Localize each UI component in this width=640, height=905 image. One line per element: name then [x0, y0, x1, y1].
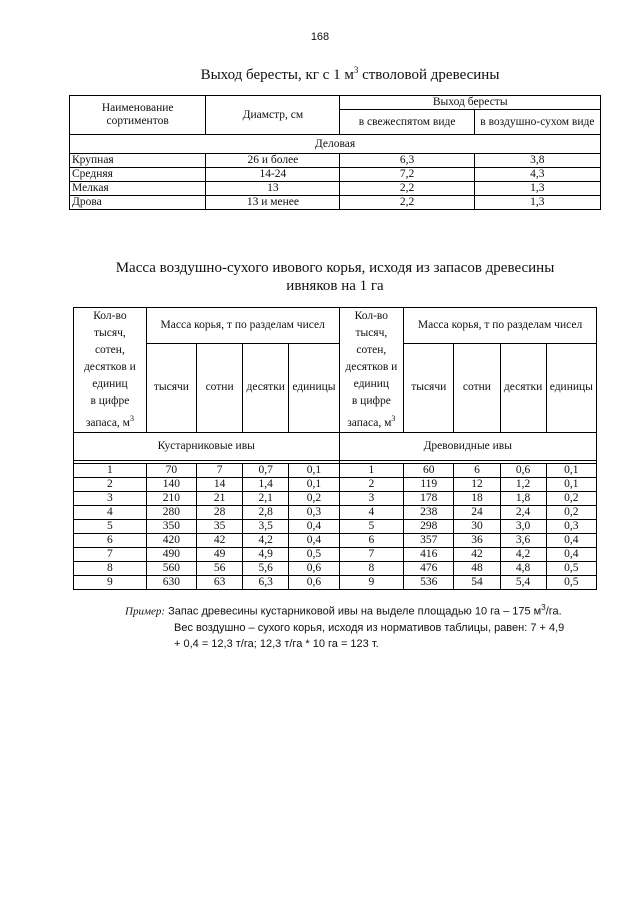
table-row	[74, 533, 597, 547]
birch-bark-yield-table	[69, 95, 601, 210]
cell-n: 4	[74, 505, 147, 519]
cell-a3: 2,8	[243, 505, 289, 519]
cell-a2: 14	[197, 477, 243, 491]
cell-m: 2	[339, 477, 404, 491]
table-row	[74, 505, 597, 519]
cell-a2: 42	[197, 533, 243, 547]
cell-a1: 490	[146, 547, 196, 561]
cell-fresh: 2,2	[340, 182, 474, 196]
cell-b2: 36	[454, 533, 500, 547]
cell-b2: 6	[454, 463, 500, 477]
willow-bark-mass-table	[73, 307, 597, 590]
cell-b2: 24	[454, 505, 500, 519]
count-label-right	[340, 308, 404, 432]
cell-n: 8	[74, 561, 147, 575]
table1-title: Выход бересты, кг с 1 $м^3$ стволовой древесины	[200, 65, 500, 83]
table-row	[74, 519, 597, 533]
cell-n: 6	[74, 533, 147, 547]
sub-hundreds-right: сотни	[454, 343, 500, 432]
cell-b2: 54	[454, 575, 500, 589]
table-row	[70, 154, 601, 168]
cell-dry: 4,3	[474, 168, 600, 182]
example-line1: Запас древесины кустарниковой ивы на выделе площадью 10 га – 175 м	[165, 605, 542, 618]
cell-a2: 28	[197, 505, 243, 519]
cell-diam: 26 и более	[206, 154, 340, 168]
cell-a1: 210	[146, 491, 196, 505]
cell-name: Дрова	[70, 196, 206, 210]
cell-a3: 5,6	[243, 561, 289, 575]
count-label-line: запаса, $м^3$	[85, 414, 134, 429]
cell-a1: 350	[146, 519, 196, 533]
cell-name: Мелкая	[70, 182, 206, 196]
sub-hundreds-left: сотни	[197, 343, 243, 432]
cell-a3: 2,1	[243, 491, 289, 505]
cell-diam: 13 и менее	[206, 196, 340, 210]
cell-a4: 0,2	[289, 491, 339, 505]
cell-a3: 6,3	[243, 575, 289, 589]
cell-b4: 0,2	[546, 491, 596, 505]
table-row	[74, 547, 597, 561]
cell-b1: 536	[404, 575, 454, 589]
cell-m: 3	[339, 491, 404, 505]
table-row	[74, 491, 597, 505]
cell-m: 9	[339, 575, 404, 589]
table-row	[74, 477, 597, 491]
cell-a2: 56	[197, 561, 243, 575]
count-label-line: Кол-во	[93, 310, 127, 322]
cell-m: 6	[339, 533, 404, 547]
table-row	[74, 463, 597, 477]
cell-b4: 0,5	[546, 575, 596, 589]
count-label-line: запаса, $м^3$	[347, 414, 396, 429]
cell-a4: 0,3	[289, 505, 339, 519]
col-header-mass-right: Масса корья, т по разделам чисел	[404, 308, 597, 344]
col-header-mass-left: Масса корья, т по разделам чисел	[146, 308, 339, 344]
cell-a3: 4,2	[243, 533, 289, 547]
cell-b3: 0,6	[500, 463, 546, 477]
cell-b2: 48	[454, 561, 500, 575]
sub-thousands-right: тысячи	[404, 343, 454, 432]
cell-name: Крупная	[70, 154, 206, 168]
cell-b2: 12	[454, 477, 500, 491]
cell-m: 8	[339, 561, 404, 575]
col-header-count-right	[339, 308, 404, 433]
cell-b4: 0,3	[546, 519, 596, 533]
section-header: Деловая	[70, 135, 601, 154]
sub-tens-right: десятки	[500, 343, 546, 432]
cell-dry: 1,3	[474, 182, 600, 196]
table-row	[70, 196, 601, 210]
table-row	[74, 561, 597, 575]
cell-b2: 18	[454, 491, 500, 505]
page-number: 168	[310, 31, 330, 43]
col-header-count-left	[74, 308, 147, 433]
cell-b3: 2,4	[500, 505, 546, 519]
cell-b1: 298	[404, 519, 454, 533]
cell-b3: 1,2	[500, 477, 546, 491]
cell-a2: 21	[197, 491, 243, 505]
cell-a3: 1,4	[243, 477, 289, 491]
cell-fresh: 6,3	[340, 154, 474, 168]
cell-a3: 0,7	[243, 463, 289, 477]
cell-a1: 420	[146, 533, 196, 547]
example-note: Пример: Запас древесины кустарниковой ивы на выделе площадью 10 га – 175 $м^3/га$. Вес воздушно – сухого корья, исходя из нормативов таблицы, равен: 7 + 4,9 + 0,4 = 12,3 т/га; 12,3 т/га * 10 га = 123 т.	[125, 600, 635, 652]
cell-b1: 119	[404, 477, 454, 491]
count-label-line: сотен,	[356, 344, 387, 356]
cell-fresh: 2,2	[340, 196, 474, 210]
cell-m: 4	[339, 505, 404, 519]
count-label-line: единиц	[353, 378, 390, 390]
sub-units-left: единицы	[289, 343, 339, 432]
col-header-dry: в воздушно-сухом виде	[474, 110, 600, 135]
count-label-line: тысяч,	[355, 327, 388, 339]
cell-dry: 3,8	[474, 154, 600, 168]
cell-a1: 70	[146, 463, 196, 477]
count-label-line: десятков и	[83, 361, 136, 373]
table-row	[70, 168, 601, 182]
cell-b1: 178	[404, 491, 454, 505]
cell-a3: 3,5	[243, 519, 289, 533]
cell-a2: 7	[197, 463, 243, 477]
cell-b2: 30	[454, 519, 500, 533]
cell-a3: 4,9	[243, 547, 289, 561]
sub-thousands-left: тысячи	[146, 343, 196, 432]
cell-b3: 4,8	[500, 561, 546, 575]
count-label-line: единиц	[92, 378, 128, 390]
cell-m: 1	[339, 463, 404, 477]
count-label-line: сотен,	[94, 344, 125, 356]
cell-a2: 35	[197, 519, 243, 533]
cell-a4: 0,6	[289, 575, 339, 589]
cell-b4: 0,4	[546, 547, 596, 561]
cell-b3: 4,2	[500, 547, 546, 561]
cell-a2: 63	[197, 575, 243, 589]
cell-diam: 14-24	[206, 168, 340, 182]
cell-n: 1	[74, 463, 147, 477]
cell-n: 9	[74, 575, 147, 589]
section-shrub-willows: Кустарниковые ивы	[74, 432, 340, 460]
cell-b4: 0,1	[546, 477, 596, 491]
cell-b1: 416	[404, 547, 454, 561]
cell-a4: 0,1	[289, 463, 339, 477]
cell-fresh: 7,2	[340, 168, 474, 182]
count-label-line: Кол-во	[354, 310, 389, 322]
cell-b3: 3,6	[500, 533, 546, 547]
cell-a1: 560	[146, 561, 196, 575]
cell-a1: 630	[146, 575, 196, 589]
col-header-fresh: в свежеспятом виде	[340, 110, 474, 135]
example-line3: + 0,4 = 12,3 т/га; 12,3 т/га * 10 га = 123 т.	[174, 637, 379, 650]
cell-n: 2	[74, 477, 147, 491]
cell-b1: 60	[404, 463, 454, 477]
example-line2: Вес воздушно – сухого корья, исходя из нормативов таблицы, равен: 7 + 4,9	[174, 621, 565, 634]
cell-a2: 49	[197, 547, 243, 561]
cell-b4: 0,4	[546, 533, 596, 547]
cell-a4: 0,6	[289, 561, 339, 575]
cell-a1: 280	[146, 505, 196, 519]
table-row	[70, 182, 601, 196]
cell-b1: 238	[404, 505, 454, 519]
cell-diam: 13	[206, 182, 340, 196]
section-tree-willows: Древовидные ивы	[339, 432, 596, 460]
cell-m: 7	[339, 547, 404, 561]
cell-n: 5	[74, 519, 147, 533]
table-row	[74, 575, 597, 589]
count-label-line: в цифре	[90, 395, 130, 407]
cell-name: Средняя	[70, 168, 206, 182]
cell-dry: 1,3	[474, 196, 600, 210]
cell-b4: 0,2	[546, 505, 596, 519]
cell-b3: 5,4	[500, 575, 546, 589]
cell-a1: 140	[146, 477, 196, 491]
cell-b3: 1,8	[500, 491, 546, 505]
cell-a4: 0,4	[289, 533, 339, 547]
table2-title: Масса воздушно-сухого ивового корья, исходя из запасов древесины ивняков на 1 га	[115, 260, 555, 294]
cell-a4: 0,4	[289, 519, 339, 533]
cell-b1: 476	[404, 561, 454, 575]
cell-m: 5	[339, 519, 404, 533]
count-label-line: в цифре	[351, 395, 391, 407]
cell-n: 3	[74, 491, 147, 505]
col-header-name: Наименование сортиментов	[70, 96, 206, 135]
col-header-diameter: Диамстр, см	[206, 96, 340, 135]
count-label-line: тысяч,	[93, 327, 126, 339]
sub-tens-left: десятки	[243, 343, 289, 432]
cell-a4: 0,1	[289, 477, 339, 491]
cell-a4: 0,5	[289, 547, 339, 561]
count-label-line: десятков и	[345, 361, 398, 373]
cell-b1: 357	[404, 533, 454, 547]
cell-b2: 42	[454, 547, 500, 561]
col-header-yield: Выход бересты	[340, 96, 601, 110]
sub-units-right: единицы	[546, 343, 596, 432]
cell-b4: 0,1	[546, 463, 596, 477]
example-label: Пример:	[125, 605, 166, 618]
cell-b3: 3,0	[500, 519, 546, 533]
cell-b4: 0,5	[546, 561, 596, 575]
cell-n: 7	[74, 547, 147, 561]
count-label-left	[74, 308, 146, 432]
